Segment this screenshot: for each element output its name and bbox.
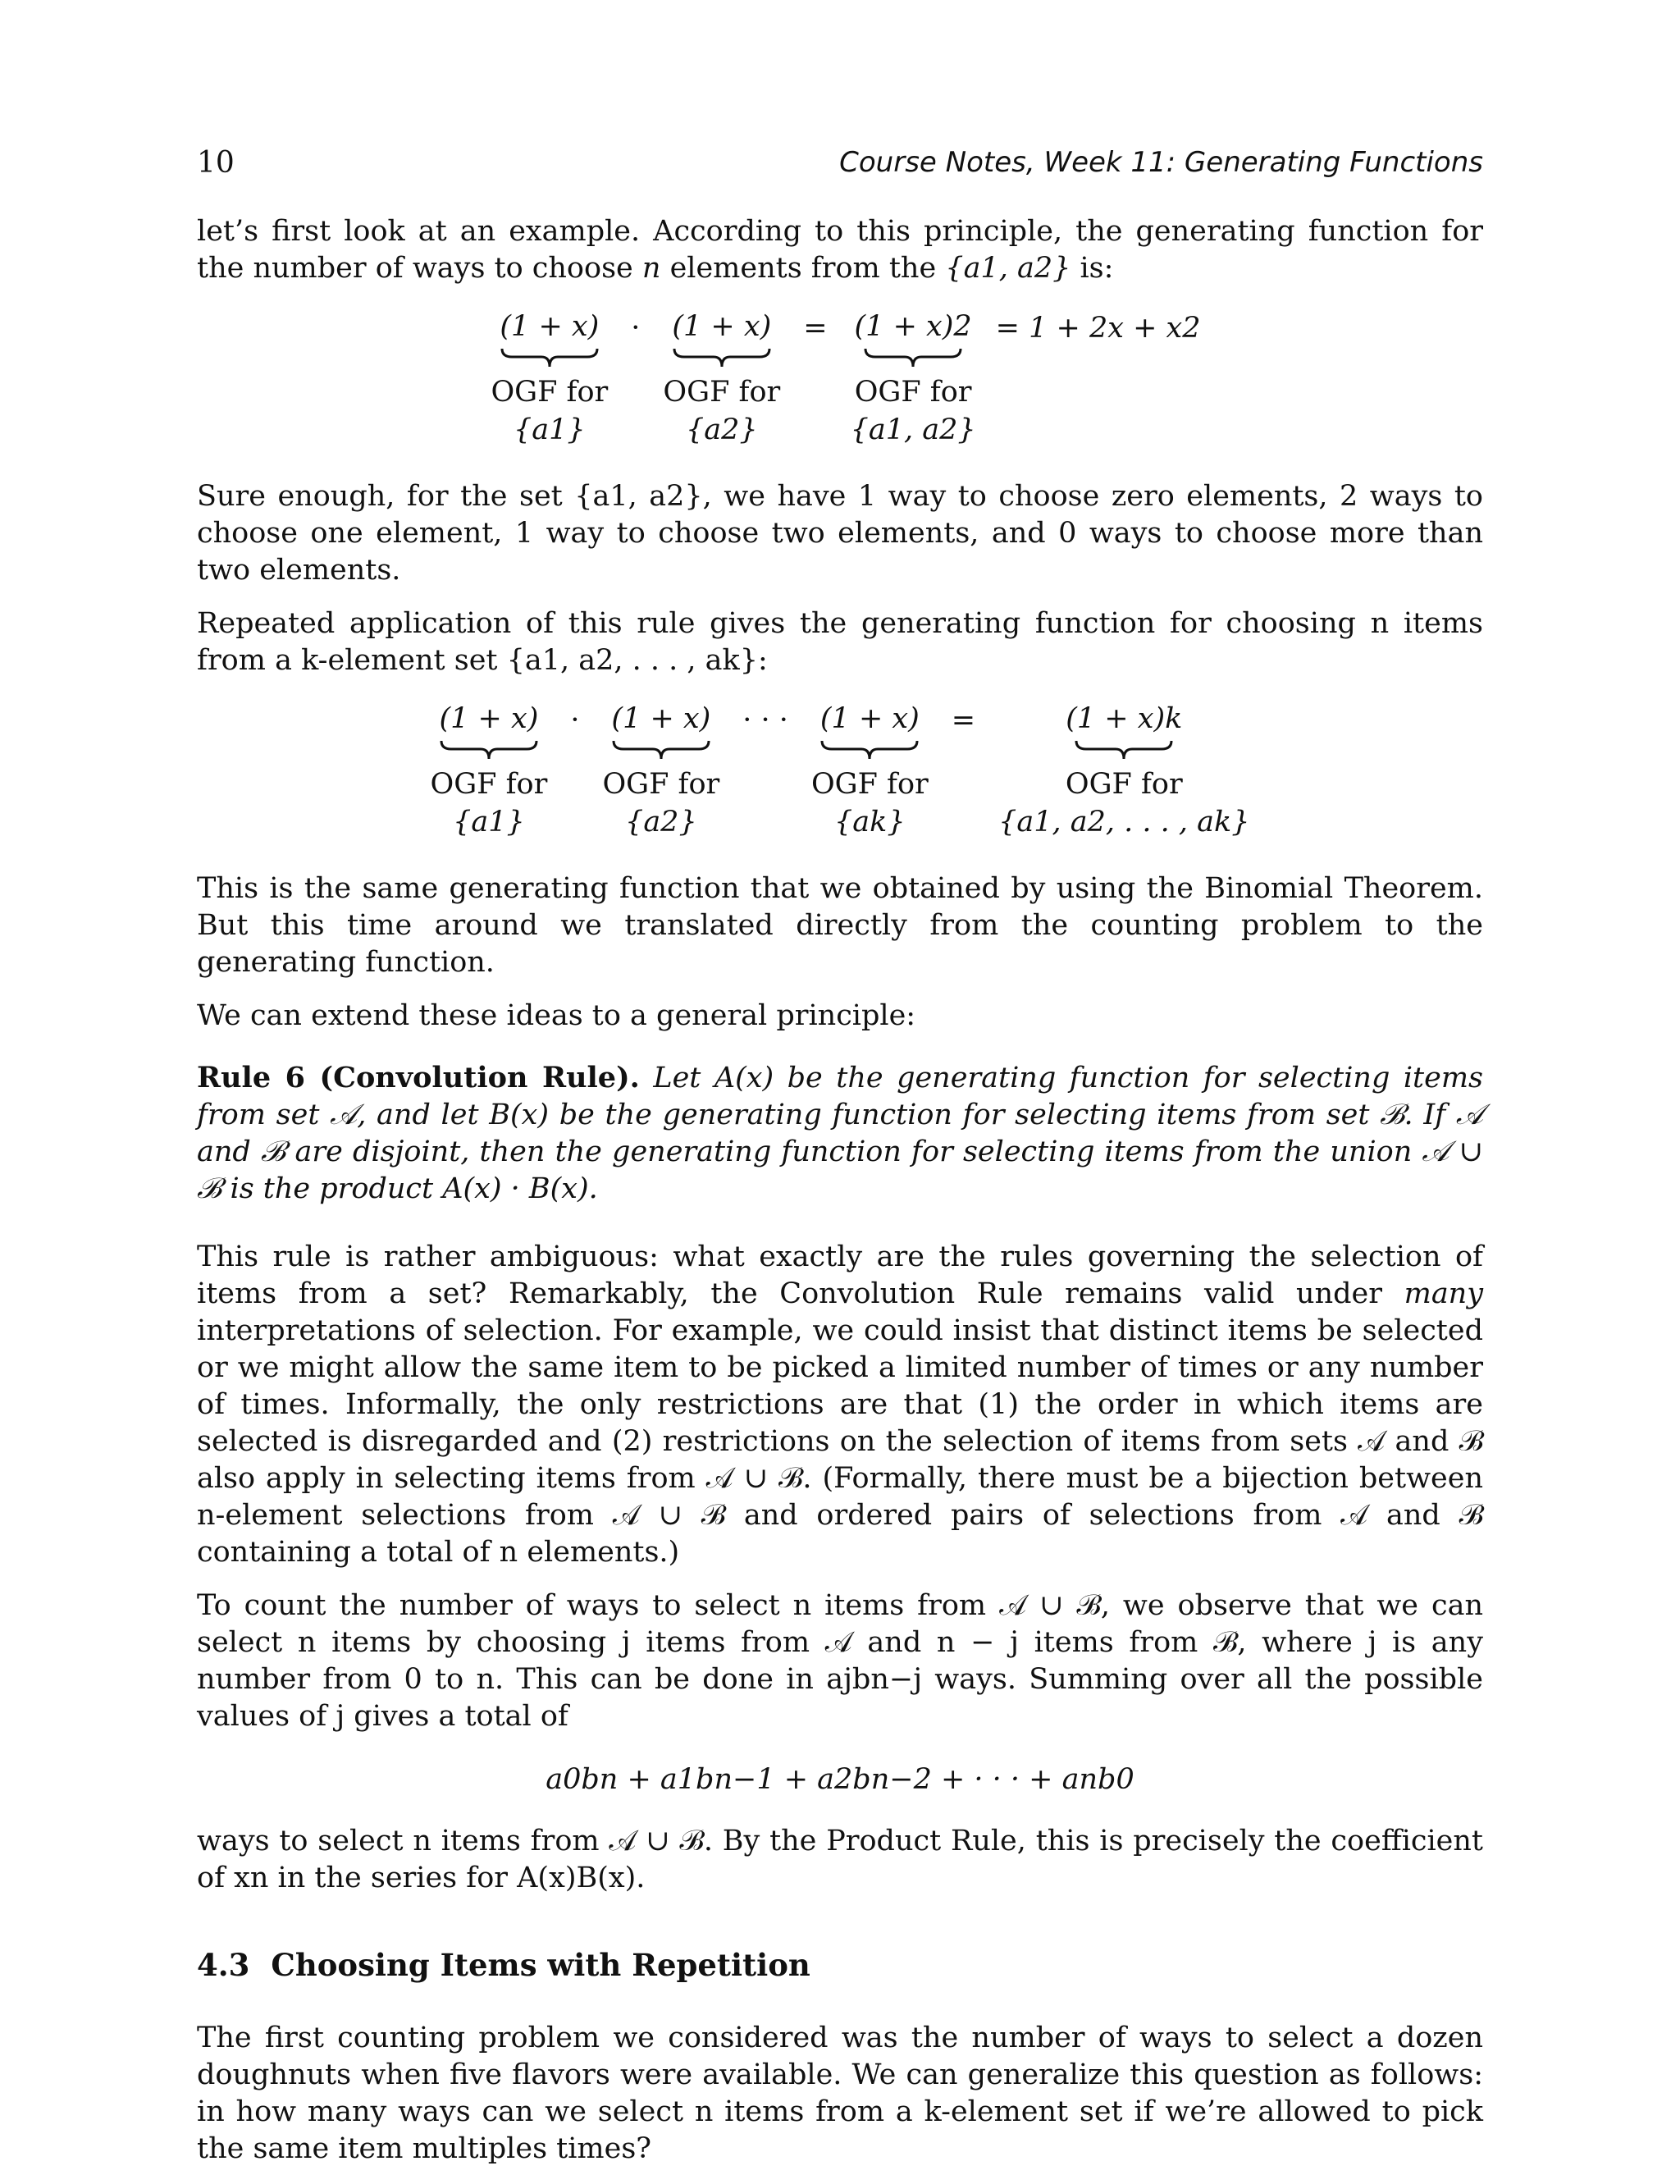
term-1: (1 + x) OGF for {a1}	[491, 310, 609, 446]
page-header	[197, 144, 1483, 185]
equation-k-element: (1 + x) OGF for {a1} · (1 + x) OGF for {a2} · · · (1 + x) OGF for {ak} = (1 + x)k OGF for {a1, a2, . . . , ak}	[197, 701, 1483, 841]
underbrace-icon	[1075, 739, 1173, 761]
expansion: = 1 + 2x + x2	[995, 312, 1201, 345]
page	[197, 144, 1483, 2184]
rule-body: Let A(x) be the generating function for selecting items from set 𝒜, and let B(x) be the generating function for selecting items from set ℬ. If 𝒜 and ℬ are disjoint, then the generating function for selecting items from the union 𝒜 ∪ ℬ is the product A(x) · B(x).	[197, 1062, 1483, 1205]
term-result: (1 + x)k OGF for {a1, a2, . . . , ak}	[998, 702, 1250, 838]
running-title: Course Notes, Week 11: Generating Functions	[839, 146, 1483, 179]
term-k: (1 + x) OGF for {ak}	[810, 702, 929, 838]
rule-label: Rule 6 (Convolution Rule).	[197, 1061, 640, 1094]
equation-two-element: (1 + x) OGF for {a1} · (1 + x) OGF for {a2} = (1 + x)2 OGF for {a1, a2} = 1 + 2x + x2	[197, 308, 1483, 449]
underbrace-icon	[440, 739, 538, 761]
section-heading: 4.3 Choosing Items with Repetition	[197, 1947, 810, 1983]
set-a1-a2: {a1, a2}	[945, 252, 1071, 285]
underbrace-icon	[612, 739, 710, 761]
underbrace-icon	[864, 347, 962, 368]
paragraph-repeated: Repeated application of this rule gives the generating function for choosing n items from a k-element set {a1, a2, . . . , ak}:	[197, 607, 1483, 677]
underbrace-icon	[820, 739, 919, 761]
term-1: (1 + x) OGF for {a1}	[430, 702, 548, 838]
paragraph-intro: let’s first look at an example. According to this principle, the generating function for the number of ways to choose n elements from the {a1, a2} is:	[197, 215, 1483, 285]
equation-sum: a0bn + a1bn−1 + a2bn−2 + · · · + anb0	[546, 1763, 1134, 1796]
page-number: 10	[197, 146, 235, 180]
term-2: (1 + x) OGF for {a2}	[602, 702, 720, 838]
paragraph-binomial: This is the same generating function that we obtained by using the Binomial Theorem. But this time around we translated directly from the counting problem to the generating function.	[197, 872, 1483, 979]
term-2: (1 + x) OGF for {a2}	[663, 310, 781, 446]
paragraph-extend: We can extend these ideas to a general principle:	[197, 999, 916, 1032]
underbrace-icon	[500, 347, 599, 368]
paragraph-product-rule: ways to select n items from 𝒜 ∪ ℬ. By the Product Rule, this is precisely the coefficient of xn in the series for A(x)B(x).	[197, 1825, 1483, 1894]
paragraph-doughnuts: The first counting problem we considered was the number of ways to select a dozen doughnuts when five flavors were available. We can generalize this question as follows: in how many ways can we select n items from a k-element set if we’re allowed to pick the same item multiples times?	[197, 2022, 1483, 2165]
convolution-rule	[197, 1059, 1483, 1208]
paragraph-ambiguous: This rule is rather ambiguous: what exactly are the rules governing the selection of items from a set? Remarkably, the Convolution Rule remains valid under many interpretations of selection. For example, we could insist that distinct items be selected or we might allow the same item to be picked a limited number of times or any number of times. Informally, the only restrictions are that (1) the order in which items are selected is disregarded and (2) restrictions on the selection of items from sets 𝒜 and ℬ also apply in selecting items from 𝒜 ∪ ℬ. (Formally, there must be a bijection between n-element selections from 𝒜 ∪ ℬ and ordered pairs of selections from 𝒜 and ℬ containing a total of n elements.)	[197, 1240, 1483, 1569]
paragraph-sure-enough: Sure enough, for the set {a1, a2}, we have 1 way to choose zero elements, 2 ways to choose one element, 1 way to choose two elements, and 0 ways to choose more than two elements.	[197, 480, 1483, 587]
term-3: (1 + x)2 OGF for {a1, a2}	[850, 310, 976, 446]
paragraph-count: To count the number of ways to select n items from 𝒜 ∪ ℬ, we observe that we can select n items by choosing j items from 𝒜 and n − j items from ℬ, where j is any number from 0 to n. This can be done in ajbn−j ways. Summing over all the possible values of j gives a total of	[197, 1589, 1483, 1733]
underbrace-icon	[673, 347, 771, 368]
